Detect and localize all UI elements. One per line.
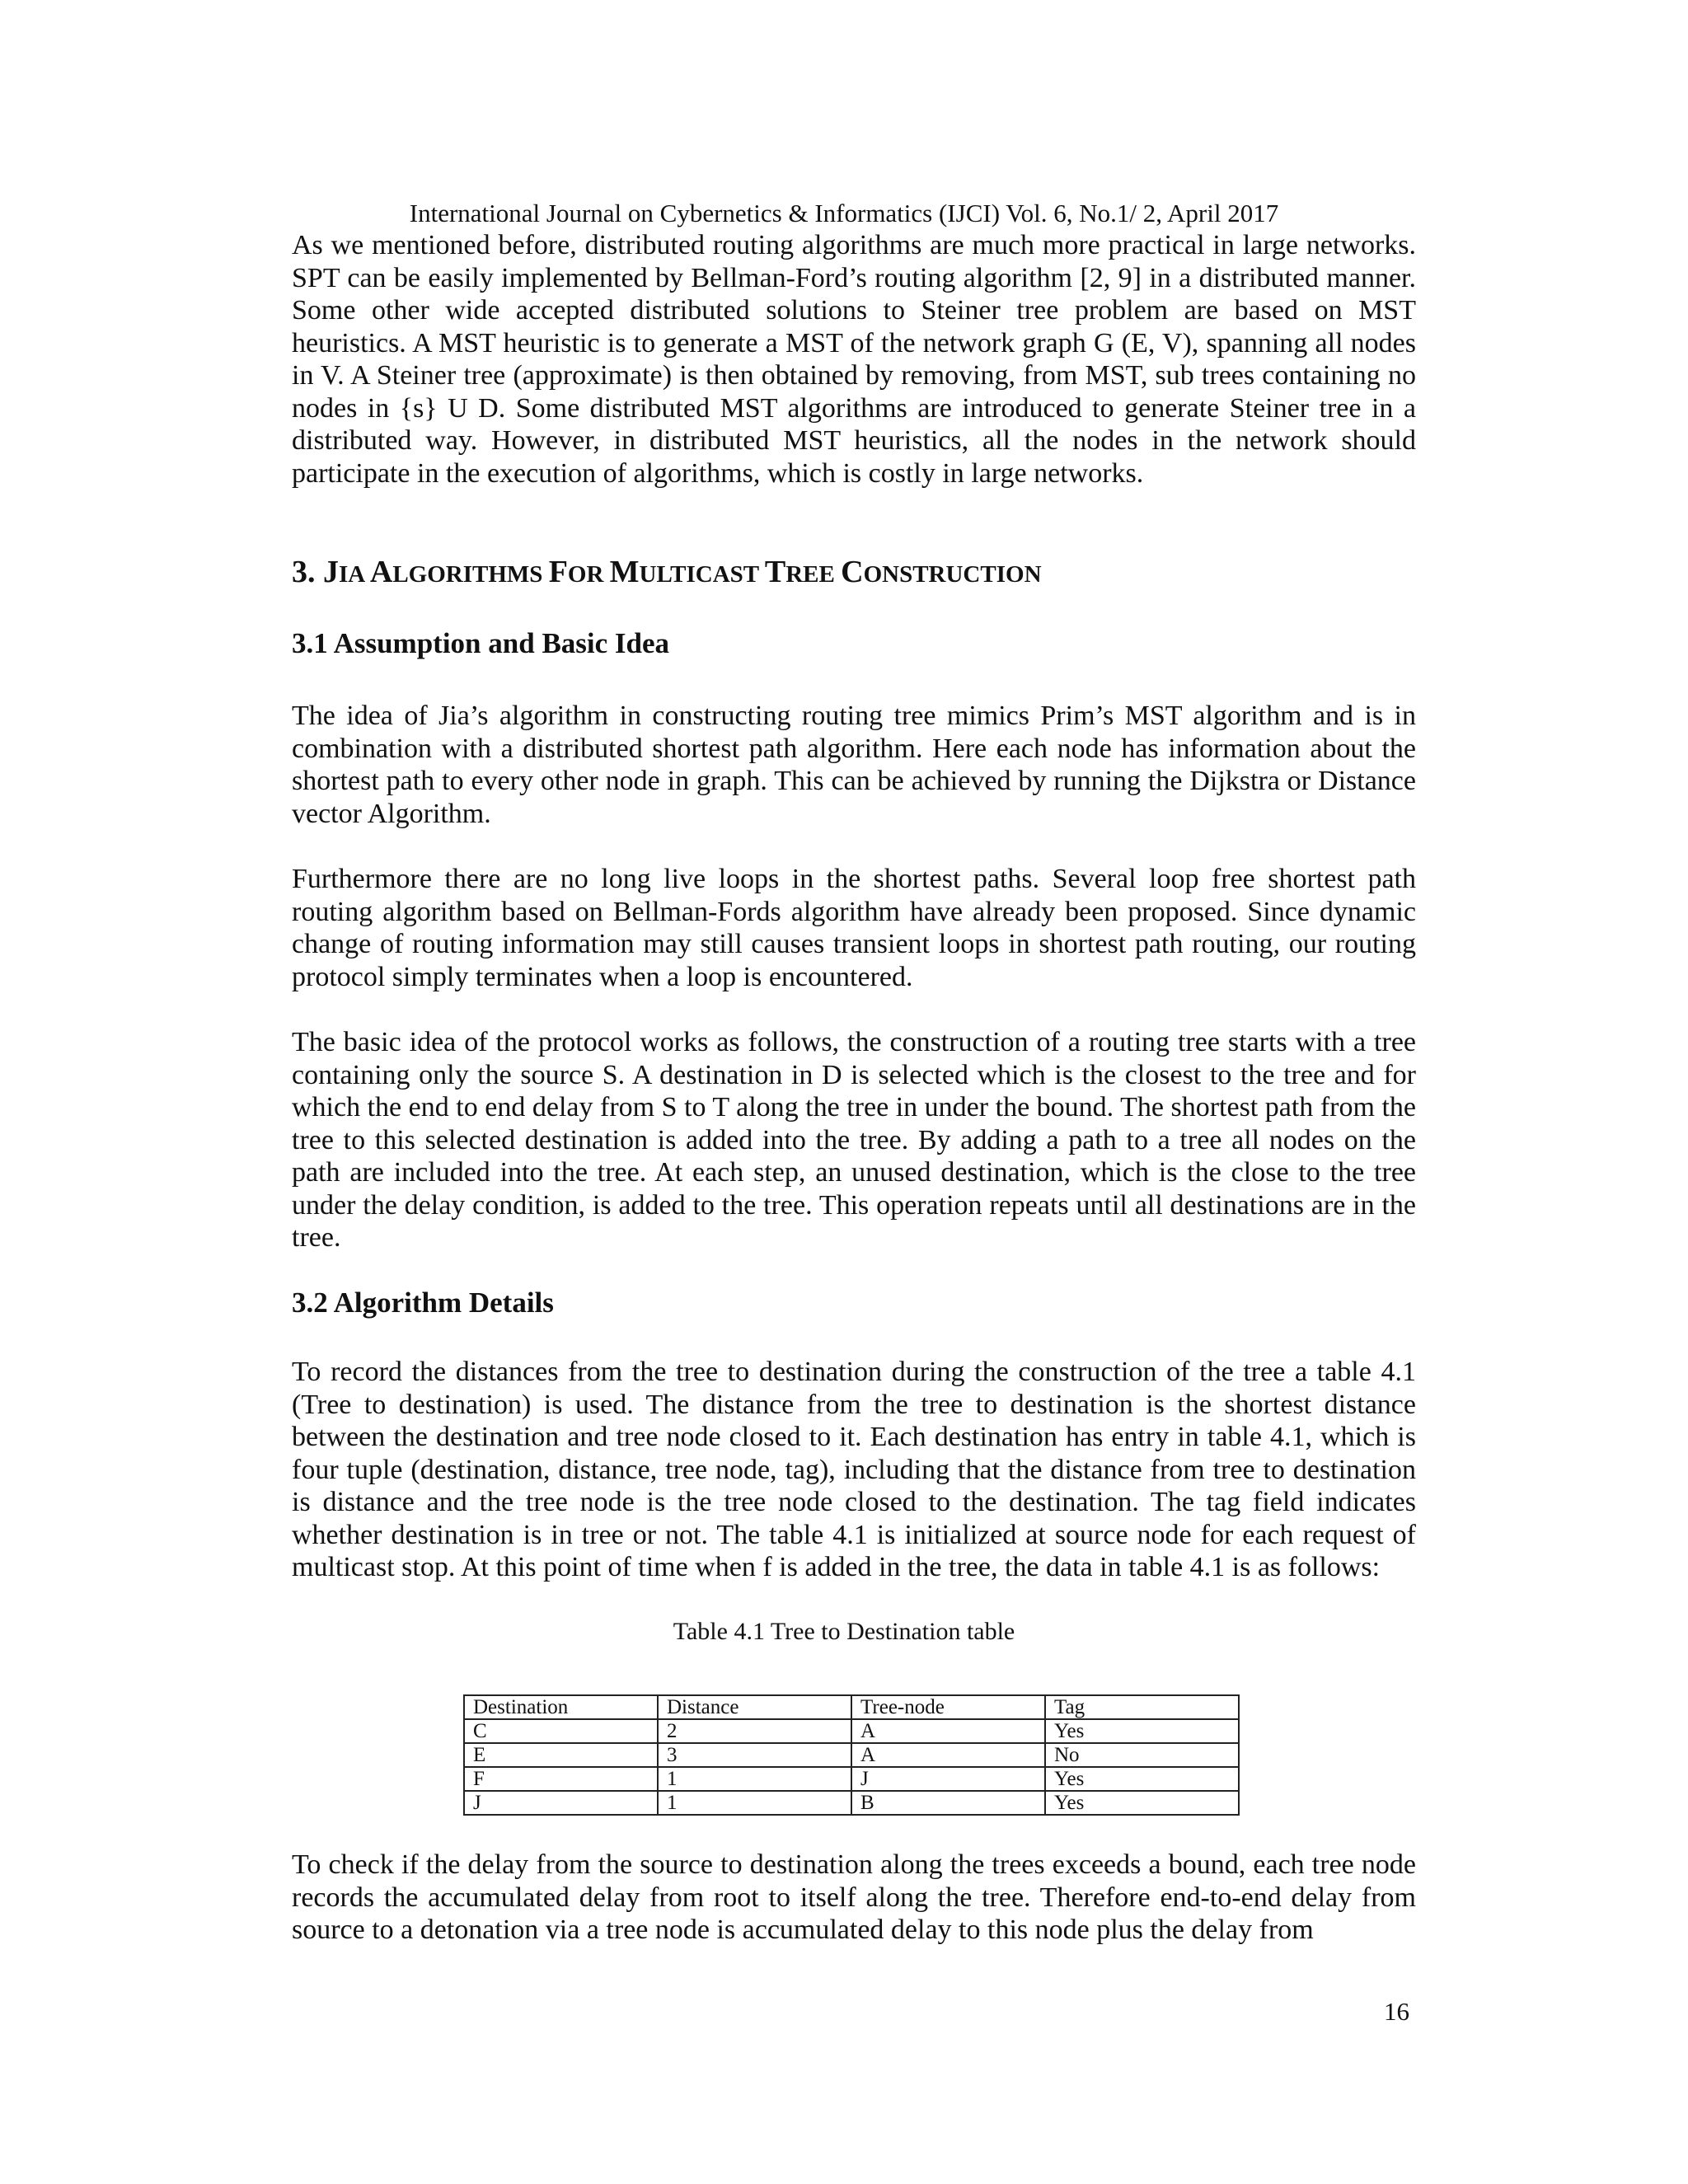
- table-cell: F: [464, 1767, 658, 1791]
- table-cell: 3: [658, 1743, 851, 1767]
- table-header-cell: Distance: [658, 1695, 851, 1719]
- table-cell: J: [851, 1767, 1045, 1791]
- table-cell: 1: [658, 1791, 851, 1815]
- table-cell: B: [851, 1791, 1045, 1815]
- table-cell: A: [851, 1743, 1045, 1767]
- table-cell: E: [464, 1743, 658, 1767]
- table-row: [464, 1767, 1239, 1791]
- table-row: [464, 1719, 1239, 1743]
- section-3-1-para-3-block: [292, 1026, 1416, 1254]
- table-caption: Table 4.1 Tree to Destination table: [673, 1618, 1015, 1645]
- intro-block: [292, 229, 1416, 490]
- table-cell: C: [464, 1719, 658, 1743]
- section-3-1-paragraph-3: The basic idea of the protocol works as follows, the construction of a routing tree starts with a tree containing only the source S. A destination in D is selected which is the closest to the tree and for which the end to end delay from S to T along the tree in under the bound. The shortest path from the tree to this selected destination is added into the tree. By adding a path to a tree all nodes on the path are included into the tree. At each step, an unused destination, which is the close to the tree under the delay condition, is added to the tree. This operation repeats until all destinations are in the tree.: [292, 1027, 1416, 1253]
- section-3-2-heading: 3.2 Algorithm Details: [292, 1286, 554, 1319]
- table-cell: A: [851, 1719, 1045, 1743]
- section-3-2-para-block: [292, 1356, 1416, 1584]
- journal-header: International Journal on Cybernetics & Informatics (IJCI) Vol. 6, No.1/ 2, April 2017: [409, 199, 1279, 227]
- table-header-cell: Destination: [464, 1695, 658, 1719]
- section-3-1-heading: 3.1 Assumption and Basic Idea: [292, 627, 670, 659]
- table-cell: No: [1045, 1743, 1239, 1767]
- section-3-1-paragraph-1: The idea of Jia’s algorithm in constructing routing tree mimics Prim’s MST algorithm and is in combination with a distributed shortest path algorithm. Here each node has information about the shortest path to every other node in graph. This can be achieved by running the Dijkstra or Distance vector Algorithm.: [292, 701, 1416, 829]
- section-3-1-para-2-block: [292, 863, 1416, 993]
- section-3-heading: 3. JIA ALGORITHMS FOR MULTICAST TREE CONSTRUCTION: [292, 555, 1042, 589]
- section-3-2-paragraph: To record the distances from the tree to destination during the construction of the tree a table 4.1 (Tree to destination) is used. The distance from the tree to destination is the shortest distance between the destination and tree node closed to it. Each destination has entry in table 4.1, which is four tuple (destination, distance, tree node, tag), including that the distance from tree to destination is distance and the tree node is the tree node closed to the destination. The tag field indicates whether destination is in tree or not. The table 4.1 is initialized at source node for each request of multicast stop. At this point of time when f is added in the tree, the data in table 4.1 is as follows:: [292, 1357, 1416, 1582]
- tree-to-destination-table: [463, 1694, 1240, 1816]
- after-table-paragraph: To check if the delay from the source to destination along the trees exceeds a bound, each tree node records the accumulated delay from root to itself along the tree. Therefore end-to-end delay from source to a detonation via a tree node is accumulated delay to this node plus the delay from: [292, 1849, 1416, 1945]
- table-header-cell: Tag: [1045, 1695, 1239, 1719]
- table-cell: 1: [658, 1767, 851, 1791]
- table-header-row: [464, 1695, 1239, 1719]
- table-cell: Yes: [1045, 1791, 1239, 1815]
- table-cell: 2: [658, 1719, 851, 1743]
- table-row: [464, 1743, 1239, 1767]
- section-3-1-paragraph-2: Furthermore there are no long live loops in the shortest paths. Several loop free shortest path routing algorithm based on Bellman-Fords algorithm have already been proposed. Since dynamic change of routing information may still causes transient loops in shortest path routing, our routing protocol simply terminates when a loop is encountered.: [292, 864, 1416, 992]
- page-number: 16: [1384, 1997, 1409, 2026]
- table-cell: Yes: [1045, 1767, 1239, 1791]
- table-header-cell: Tree-node: [851, 1695, 1045, 1719]
- table-cell: Yes: [1045, 1719, 1239, 1743]
- section-3-number: 3.: [292, 555, 323, 589]
- section-3-1-para-1-block: [292, 700, 1416, 830]
- table-row: [464, 1791, 1239, 1815]
- after-table-block: [292, 1849, 1416, 1947]
- table-cell: J: [464, 1791, 658, 1815]
- intro-paragraph: As we mentioned before, distributed routing algorithms are much more practical in large networks. SPT can be easily implemented by Bellman-Ford’s routing algorithm [2, 9] in a distributed manner. Some other wide accepted distributed solutions to Steiner tree problem are based on MST heuristics. A MST heuristic is to generate a MST of the network graph G (E, V), spanning all nodes in V. A Steiner tree (approximate) is then obtained by removing, from MST, sub trees containing no nodes in {s} U D. Some distributed MST algorithms are introduced to generate Steiner tree in a distributed way. However, in distributed MST heuristics, all the nodes in the network should participate in the execution of algorithms, which is costly in large networks.: [292, 230, 1416, 489]
